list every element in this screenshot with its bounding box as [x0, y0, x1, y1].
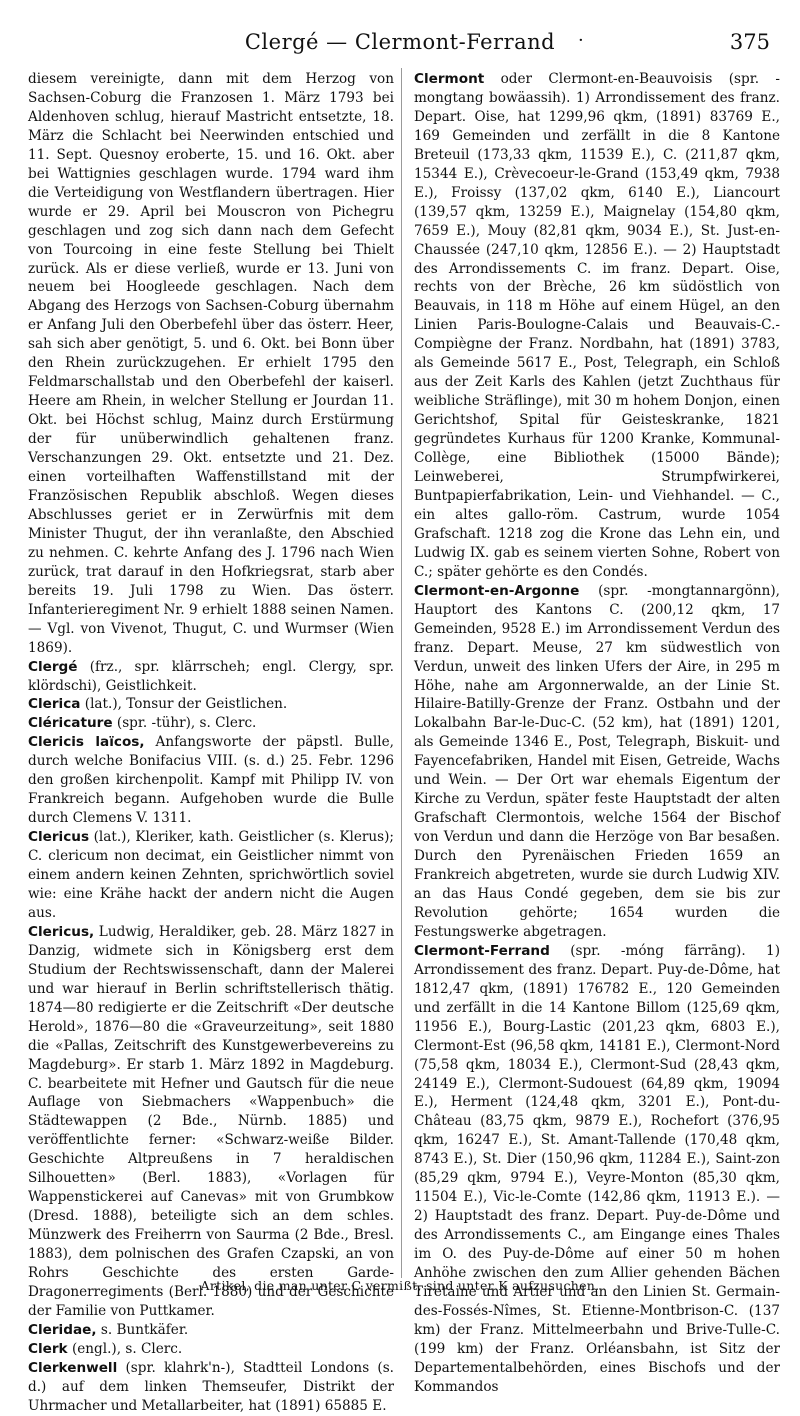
- entry-text: (spr. klahrk'n-), Stadtteil Londons (s. d.) auf dem linken Themseufer, Distrikt der Uhrmacher und Metallarbeiter, hat (1891) 65885 E.: [28, 1359, 394, 1414]
- entry-headword: Clermont-en-Argonne: [414, 582, 580, 599]
- dictionary-entry: [414, 70, 780, 582]
- left-column: [28, 70, 394, 1416]
- dictionary-entry: [28, 1340, 394, 1359]
- entry-text: Anfangsworte der päpstl. Bulle, durch welche Bonifacius VIII. (s. d.) 25. Febr. 1296 den großen kirchenpolit. Kampf mit Philipp IV. von Frankreich begann. Aufgehoben wurde die Bulle durch Clemens V. 1311.: [28, 734, 394, 827]
- entry-text: oder Clermont-en-Beauvoisis (spr. -mongtang bowäassih). 1) Arrondissement des franz. Depart. Oise, hat 1299,96 qkm, (1891) 83769 E., 169 Gemeinden und zerfällt in die 8 Kantone Breteuil (173,33 qkm, 11539 E.), C. (211,87 qkm, 15344 E.), Crèvecoeur-le-Grand (153,49 qkm, 7938 E.), Froissy (137,02 qkm, 6140 E.), Liancourt (139,57 qkm, 13259 E.), Maignelay (154,80 qkm, 7659 E.), Mouy (82,81 qkm, 9034 E.), St. Just-en-Chaussée (247,10 qkm, 12856 E.). — 2) Hauptstadt des Arrondissements C. im franz. Depart. Oise, rechts von der Brèche, 26 km südöstlich von Beauvais, in 118 m Höhe auf einem Hügel, an den Linien Paris-Boulogne-Calais und Beauvais-C.-Compiègne der Franz. Nordbahn, hat (1891) 3783, als Gemeinde 5617 E., Post, Telegraph, ein Schloß aus der Zeit Karls des Kahlen (jetzt Zuchthaus für weibliche Sträflinge), mit 30 m hohem Donjon, einen Gerichtshof, Spital für Geisteskranke, 1821 gegründetes Kurhaus für 1200 Kranke, Kommunal-Collège, eine Bibliothek (15000 Bände); Leinweberei, Strumpfwirkerei, Buntpapierfabrikation, Lein- und Viehhandel. — C., ein altes gallo-röm. Castrum, wurde 1054 Grafschaft. 1218 zog die Krone das Lehn ein, und Ludwig IX. gab es seinem vierten Sohne, Robert von C.; später gehörte es den Condés.: [414, 71, 780, 580]
- entry-headword: Cléricature: [28, 715, 113, 732]
- header-dot: ·: [578, 30, 584, 51]
- dictionary-entry: [28, 70, 394, 658]
- dictionary-entry: [28, 658, 394, 696]
- entry-text: s. Buntkäfer.: [100, 1321, 189, 1338]
- dictionary-entry: [28, 1321, 394, 1340]
- entry-headword: Clerica: [28, 696, 81, 713]
- page-number: 375: [729, 30, 770, 54]
- entry-text: diesem vereinigte, dann mit dem Herzog von Sachsen-Coburg die Franzosen 1. März 1793 bei Aldenhoven schlug, hierauf Mastricht entsetzte, 18. März die Schlacht bei Neerwinden entschied und 11. Sept. Quesnoy eroberte, 15. und 16. Okt. aber bei Wattignies geschlagen wurde. 1794 ward ihm die Verteidigung von Westflandern übertragen. Hier wurde er 29. April bei Mouscron von Pichegru geschlagen und zog sich dann nach dem Gefecht von Tourcoing in eine feste Stellung bei Thielt zurück. Als er diese verließ, wurde er 13. Juni von neuem bei Hoogleede geschlagen. Nach dem Abgang des Herzogs von Sachsen-Coburg übernahm er Anfang Juli den Oberbefehl über das österr. Heer, sah sich aber genötigt, 5. und 6. Okt. bei Bonn über den Rhein zurückzugehen. Er erhielt 1795 den Feldmarschallstab und den Oberbefehl der kaiserl. Heere am Rhein, in welcher Stellung er Jourdan 11. Okt. bei Höchst schlug, Mainz durch Erstürmung der für unüberwindlich gehaltenen franz. Verschanzungen 29. Okt. entsetzte und 21. Dez. einen vorteilhaften Waffenstillstand mit der Französischen Republik abschloß. Wegen dieses Abschlusses geriet er in Zerwürfnis mit dem Minister Thugut, der ihn veranlaßte, den Abschied zu nehmen. C. kehrte Anfang des J. 1796 nach Wien zurück, trat darauf in den Hofkriegsrat, starb aber bereits 19. Juli 1798 zu Wien. Das österr. Infanterieregiment Nr. 9 erhielt 1888 seinen Namen. — Vgl. von Vivenot, Thugut, C. und Wurmser (Wien 1869).: [28, 71, 394, 656]
- entry-text: (lat.), Kleriker, kath. Geistlicher (s. Klerus); C. clericum non decimat, ein Geistlicher nimmt von einem andern keinen Zehnten, sprichwörtlich soviel wie: eine Krähe hackt der andern nicht die Augen aus.: [28, 829, 394, 921]
- entry-text: Ludwig, Heraldiker, geb. 28. März 1827 in Danzig, widmete sich in Königsberg erst dem Studium der Rechtswissenschaft, dann der Malerei und war hierauf in Berlin schriftstellerisch thätig. 1874—80 redigierte er die Zeitschrift «Der deutsche Herold», 1876—80 die «Gravеurzeitung», seit 1880 die «Pallas, Zeitschrift des Kunstgewerbevereins zu Magdeburg». Er starb 1. März 1892 in Magdeburg. C. bearbeitete mit Hefner und Gautsch für die neue Auflage von Siebmachers «Wappenbuch» die Städtewappen (2 Bde., Nürnb. 1885) und veröffentlichte ferner: «Schwarz-weiße Bilder. Geschichte Altpreußens in 7 heraldischen Silhouetten» (Berl. 1883), «Vorlagen für Wappenstickerei auf Canevas» mit von Grumbkow (Dresd. 1888), beteiligte sich an dem schles. Münzwerk des Freiherrn von Saurma (2 Bde., Bresl. 1883), dem polnischen des Grafen Czapski, an von Rohrs Geschichte des ersten Garde-Dragonerregiments (Berl. 1880) und der Geschichte der Familie von Puttkamer.: [28, 923, 394, 1319]
- dictionary-entry: [28, 714, 394, 733]
- entry-headword: Clericis laïcos,: [28, 734, 145, 751]
- running-title: Clergé — Clermont-Ferrand: [244, 30, 556, 54]
- entry-text: (spr. -tühr), s. Clerc.: [116, 715, 257, 732]
- entry-text: (spr. -mongtannargönn), Hauptort des Kantons C. (200,12 qkm, 17 Gemeinden, 9528 E.) im Arrondissement Verdun des franz. Depart. Meuse, 27 km südwestlich von Verdun, unweit des linken Ufers der Aire, in 295 m Höhe, nahe am Argonnerwalde, an der Linie St. Hilaire-Batilly-Grenze der Franz. Ostbahn und der Lokalbahn Bar-le-Duc-C. (52 km), hat (1891) 1201, als Gemeinde 1346 E., Post, Telegraph, Biskuit- und Fayencefabriken, Handel mit Eisen, Getreide, Wachs und Wein. — Der Ort war ehemals Eigentum der Kirche zu Verdun, später feste Hauptstadt der alten Grafschaft Clermontois, welche 1564 der Bischof von Verdun und dann die Herzöge von Bar besaßen. Durch den Pyrenäischen Frieden 1659 an Frankreich abgetreten, wurde sie durch Ludwig XIV. an das Haus Condé gegeben, dem sie bis zur Revolution gehörte; 1654 wurden die Festungswerke abgetragen.: [414, 582, 781, 940]
- dictionary-entry: [414, 942, 780, 1397]
- entry-headword: Clerkenwell: [28, 1359, 118, 1376]
- page-header: [0, 30, 800, 60]
- entry-text: (spr. -móng färrāng). 1) Arrondissement des franz. Depart. Puy-de-Dôme, hat 1812,47 qkm, (1891) 176782 E., 120 Gemeinden und zerfällt in die 14 Kantone Billom (125,69 qkm, 11956 E.), Bourg-Lastic (201,23 qkm, 6803 E.), Clermont-Est (96,58 qkm, 14181 E.), Clermont-Nord (75,58 qkm, 18034 E.), Clermont-Sud (28,43 qkm, 24149 E.), Clermont-Sudouest (64,89 qkm, 19094 E.), Herment (124,48 qkm, 3201 E.), Pont-du-Château (83,75 qkm, 9879 E.), Rochefort (376,95 qkm, 16247 E.), St. Amant-Tallende (170,48 qkm, 8743 E.), St. Dier (150,96 qkm, 11284 E.), Saint-zon (85,29 qkm, 9794 E.), Veyre-Monton (85,30 qkm, 11504 E.), Vic-le-Comte (142,86 qkm, 11913 E.). — 2) Hauptstadt des franz. Depart. Puy-de-Dôme und des Arrondissements C., am Eingange eines Thales im O. des Puy-de-Dôme auf einer 50 m hohen Anhöhe zwischen den zum Allier gehenden Bächen Tiretaine und Artier und an den Linien St. Germain-des-Fossés-Nîmes, St. Etienne-Montbrison-C. (137 km) der Franz. Mittelmeerbahn und Brive-Tulle-C. (199 km) der Franz. Orléansbahn, ist Sitz der Departementalbehörden, eines Bischofs und der Kommandos: [414, 942, 780, 1395]
- entry-text: (lat.), Tonsur der Geistlichen.: [84, 696, 288, 713]
- entry-headword: Cleridae,: [28, 1321, 97, 1338]
- dictionary-entry: [28, 828, 394, 923]
- entry-headword: Clermont-Ferrand: [414, 942, 550, 959]
- dictionary-entry: [414, 582, 780, 942]
- entry-headword: Clergé: [28, 658, 78, 675]
- dictionary-entry: [28, 695, 394, 714]
- right-column: [414, 70, 780, 1397]
- entry-headword: Clericus,: [28, 923, 95, 940]
- entry-headword: Clericus: [28, 829, 90, 846]
- dictionary-entry: [28, 1359, 394, 1416]
- entry-text: (frz., spr. klärrscheh; engl. Clergy, spr. klördschi), Geistlichkeit.: [28, 658, 394, 694]
- entry-headword: Clerk: [28, 1340, 68, 1357]
- dictionary-entry: [28, 923, 394, 1321]
- page-footer-note: Artikel, die man unter C vermißt, sind unter K aufzusuchen.: [200, 1278, 600, 1293]
- column-divider: [401, 68, 402, 1278]
- entry-headword: Clermont: [414, 71, 485, 87]
- dictionary-entry: [28, 733, 394, 828]
- entry-text: (engl.), s. Clerc.: [71, 1340, 183, 1357]
